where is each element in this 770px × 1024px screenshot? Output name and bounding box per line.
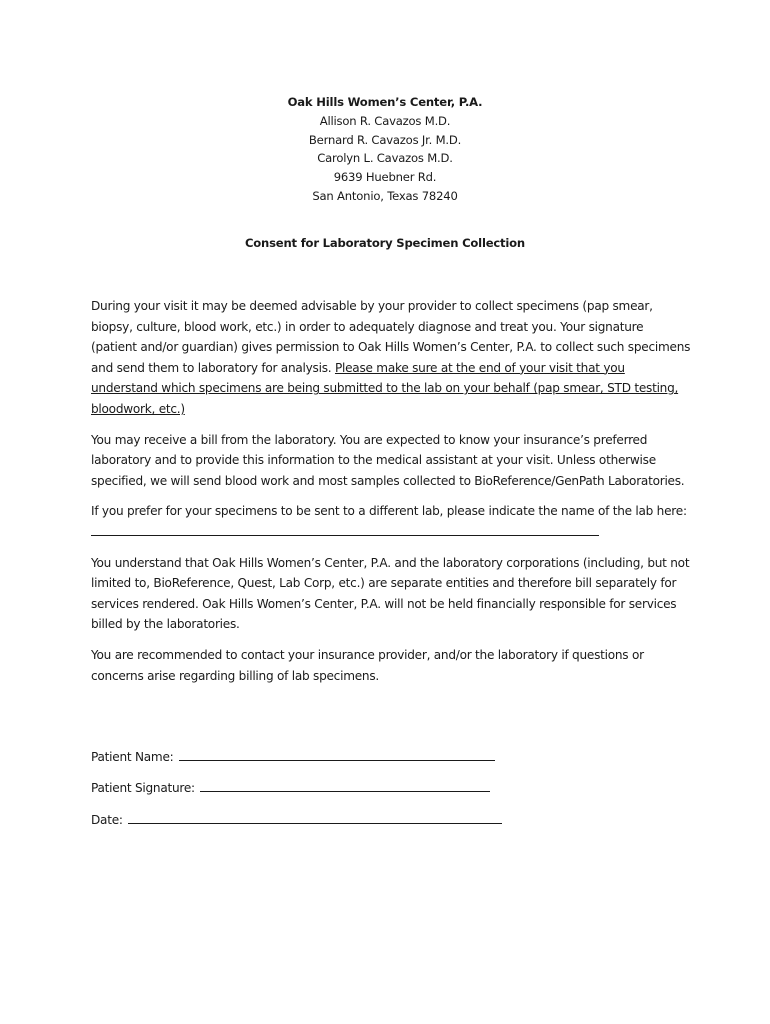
paragraph-billing: You may receive a bill from the laboratory. You are expected to know your insurance’s preferred laboratory and to provide this information to the medical assistant at your visit. Unless otherwise specified, we will send blood work and most samples collected to BioReference/GenPath Laboratories. (91, 432, 685, 488)
letterhead (0, 93, 770, 206)
letterhead-line: San Antonio, Texas 78240 (312, 188, 458, 203)
patient-name-label: Patient Name: (91, 750, 174, 764)
patient-name-blank[interactable] (179, 747, 495, 761)
letterhead-line: Carolyn L. Cavazos M.D. (317, 151, 453, 166)
paragraph-text: During your visit it may be deemed advisable by your provider to collect specimens (pap smear, biopsy, culture, blood work, etc.) in order to adequately diagnose and treat you. Your signature (patient and/or guardian) gives permission to Oak Hills Women’s Center, P.A. to collect such specimens and send them to laboratory for analysis. (91, 299, 691, 375)
date-blank[interactable] (128, 810, 502, 824)
underlined-notice: Please make sure at the end of your visit that you understand which specimens are being submitted to the lab on your behalf (pap smear, STD testing, bloodwork, etc.) (91, 360, 679, 416)
organization-name: Oak Hills Women’s Center, P.A. (287, 95, 483, 109)
letterhead-line: Bernard R. Cavazos Jr. M.D. (308, 132, 462, 147)
patient-signature-blank[interactable] (200, 778, 490, 792)
patient-signature-row (91, 778, 490, 795)
date-row (91, 810, 502, 827)
paragraph-text: If you prefer for your specimens to be sent to a different lab, please indicate the name of the lab here: (91, 504, 687, 519)
paragraph-specimens (91, 296, 691, 420)
paragraph-separate-entities: You understand that Oak Hills Women’s Center, P.A. and the laboratory corporations (including, but not limited to, BioReference, Quest, Lab Corp, etc.) are separate entities and therefore bill separately for services rendered. Oak Hills Women’s Center, P.A. will not be held financially responsible for services billed by the laboratories. (91, 555, 690, 632)
patient-signature-label: Patient Signature: (91, 781, 195, 795)
patient-name-row (91, 747, 495, 764)
consent-body (91, 296, 691, 696)
date-label: Date: (91, 813, 123, 827)
paragraph-alternate-lab (91, 501, 691, 542)
letterhead-line: Allison R. Cavazos M.D. (319, 113, 451, 128)
lab-name-blank[interactable] (91, 522, 599, 536)
letterhead-line: 9639 Huebner Rd. (333, 170, 437, 185)
paragraph-contact-insurance: You are recommended to contact your insurance provider, and/or the laboratory if questions or concerns arise regarding billing of lab specimens. (91, 647, 644, 683)
document-title: Consent for Laboratory Specimen Collection (244, 236, 525, 250)
